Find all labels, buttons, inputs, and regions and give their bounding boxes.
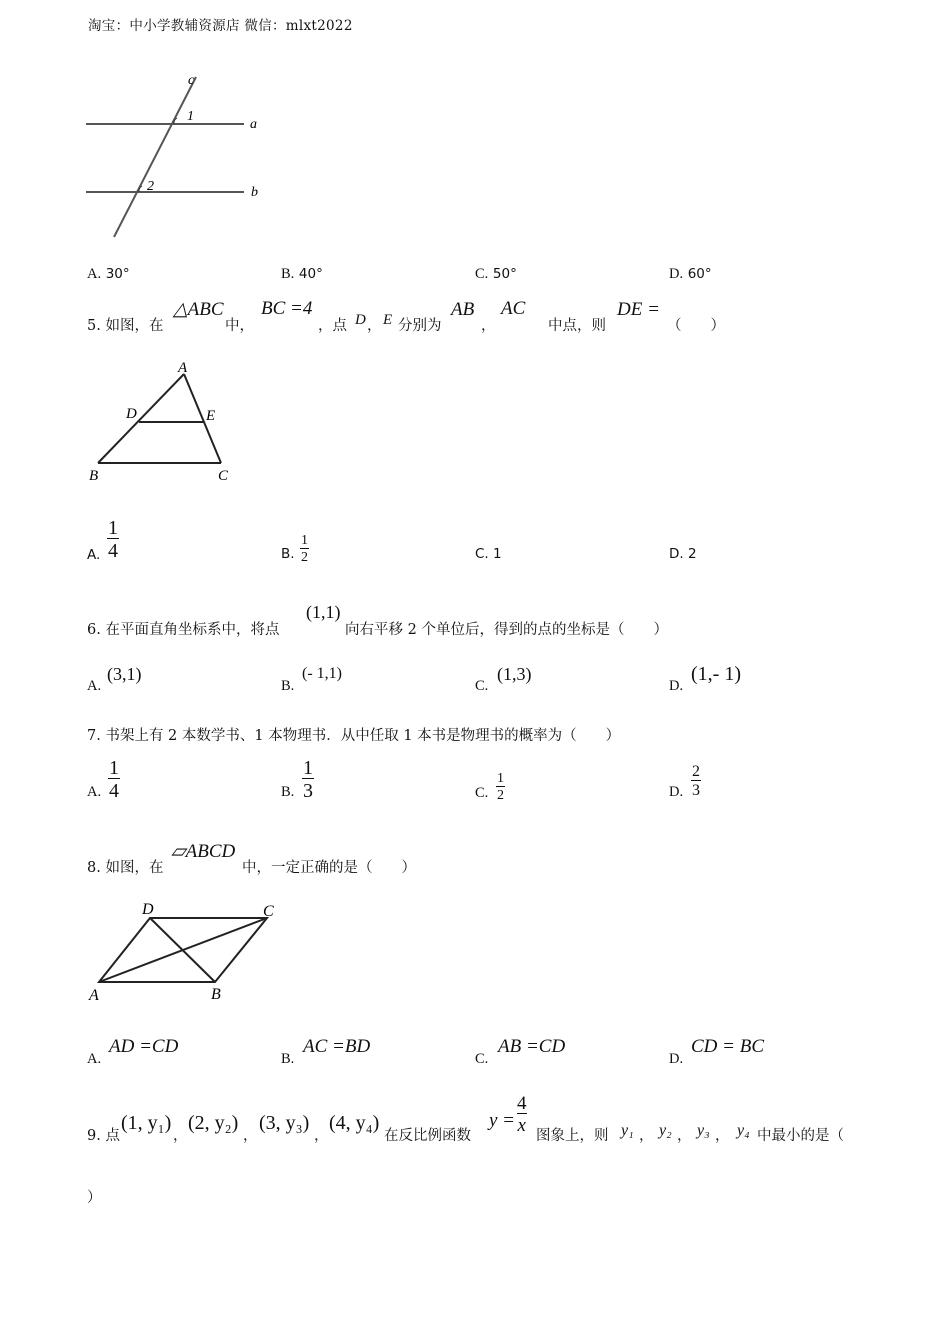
- label-B: B: [89, 468, 99, 484]
- label-A: A: [89, 987, 99, 1004]
- q4-option-d-value: 60°: [687, 266, 712, 282]
- q4-option-a[interactable]: A. 30°: [87, 266, 130, 282]
- q9-point-2: (2, y₂): [188, 1112, 239, 1134]
- q8-parallelogram-figure: [84, 896, 284, 1006]
- q5-de-equals: DE =: [617, 299, 660, 320]
- q5-ab: AB: [451, 299, 475, 320]
- label-D: D: [126, 406, 137, 422]
- q4-option-d[interactable]: D. 60°: [669, 266, 712, 282]
- page-header: 淘宝：中小学教辅资源店 微信：mlxt2022: [88, 18, 353, 34]
- q4-option-c[interactable]: C. 50°: [475, 266, 517, 282]
- q4-parallel-lines-figure: [84, 72, 269, 247]
- q5-option-b-fraction: $\frac{1}{2}$: [301, 533, 308, 565]
- q5-option-d[interactable]: D. 2: [669, 546, 697, 562]
- q4-option-a-value: 30°: [105, 266, 130, 282]
- line-c: [114, 77, 196, 237]
- side-ab: [98, 374, 184, 463]
- q9-function-lhs: y =: [489, 1110, 516, 1131]
- q9-point-3: (3, y₃): [259, 1112, 310, 1134]
- q5-ac: AC: [501, 298, 526, 319]
- q5-option-a-fraction: $\frac{1}{4}$: [108, 517, 118, 562]
- label-angle-1: 1: [187, 109, 194, 124]
- q5-option-c[interactable]: C. 1: [475, 546, 502, 562]
- label-A: A: [178, 360, 188, 376]
- side-ac: [184, 374, 221, 463]
- q4-option-c-value: 50°: [492, 266, 517, 282]
- label-c: c: [188, 73, 195, 88]
- q8-parallelogram-abcd: ▱ABCD: [171, 841, 236, 862]
- label-B: B: [211, 986, 221, 1003]
- label-D: D: [142, 901, 154, 918]
- diagonal-bd: [150, 918, 215, 982]
- q5-triangle-abc: △ABC: [173, 299, 224, 320]
- q4-option-b[interactable]: B. 40°: [281, 266, 323, 282]
- q9-function-fraction: $\frac{4}{x}$: [517, 1093, 527, 1136]
- q9-point-4: (4, y₄): [329, 1112, 380, 1134]
- q4-option-b-value: 40°: [298, 266, 323, 282]
- label-C: C: [263, 903, 274, 920]
- label-b: b: [251, 185, 258, 200]
- q9-stem-continued: ）: [87, 1190, 102, 1206]
- q7-stem: 7. 书架上有 2 本数学书、1 本物理书．从中任取 1 本书是物理书的概率为（ ）: [87, 728, 621, 744]
- label-C: C: [218, 468, 229, 484]
- q6-point: (1,1): [306, 602, 341, 622]
- q9-point-1: (1, y₁): [121, 1112, 172, 1134]
- label-angle-2: 2: [147, 179, 154, 194]
- q5-bc-equals: BC =4: [261, 298, 313, 319]
- label-a: a: [250, 117, 257, 132]
- label-E: E: [206, 408, 216, 424]
- q5-triangle-figure: [84, 356, 244, 486]
